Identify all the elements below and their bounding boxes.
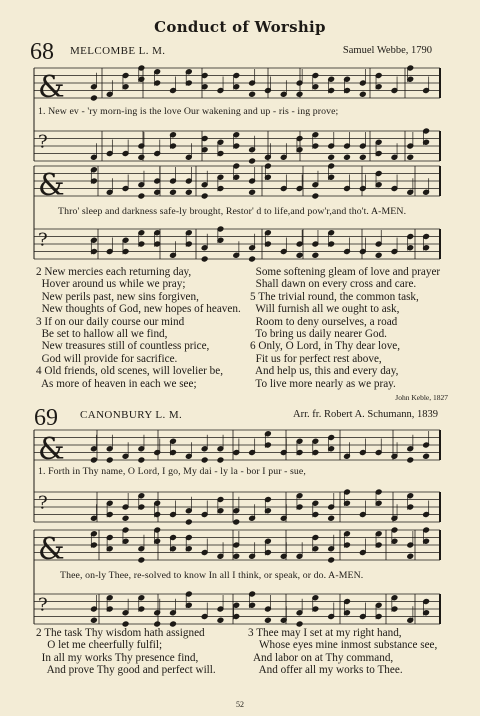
note-head [138,457,145,463]
stanza-line: And offer all my works to Thee. [248,664,403,677]
note-head [201,457,208,463]
stanza-line: And help us, this and every day, [250,365,399,378]
note-head [328,557,335,563]
stanza-line: Be set to hallow all we find, [36,328,168,341]
stanza-column-right [248,627,437,677]
note-head [249,189,256,195]
lyric-line: Thee, on-ly Thee, re-solved to know In all I think, or speak, or do. A-MEN. [60,570,364,581]
treble-clef: & [38,168,65,203]
stanza-line: 2 New mercies each returning day, [36,266,192,278]
note-head [344,154,351,160]
note-head [91,457,98,463]
note-head [375,252,382,258]
stanza-line: Room to deny ourselves, a road [250,315,398,328]
composer: Samuel Webbe, 1790 [342,45,432,56]
note-head [328,515,335,521]
stanza-line: New perils past, new sins forgiven, [36,290,199,303]
note-head [296,252,303,258]
stanza-line: New thoughts of God, new hopes of heaven. [36,303,241,316]
note-head [296,91,303,97]
treble-clef: & [38,532,65,567]
treble-clef: & [38,70,65,105]
hymn-number: 68 [30,39,54,65]
stanza-line: 5 The trivial round, the common task, [250,290,419,303]
note-head [122,515,129,521]
note-head [312,193,319,199]
stanza-line: And labor on at Thy command, [248,651,394,664]
composer: Arr. fr. Robert A. Schumann, 1839 [293,409,438,420]
note-head [106,457,113,463]
note-head [138,193,145,199]
note-head [249,256,256,262]
page-number: 52 [236,700,244,709]
text-credit: John Keble, 1827 [395,393,448,402]
note-head [233,519,240,525]
tune-name: MELCOMBE L. M. [70,45,166,57]
bass-clef: ? [38,131,48,153]
stanza-line: In all my works Thy presence find, [36,651,199,664]
note-head [312,252,319,258]
stanza-line: 3 If on our daily course our mind [36,315,185,328]
note-head [138,557,145,563]
note-head [328,154,335,160]
tune-name: CANONBURY L. M. [80,409,183,421]
lyric-line: 1. New ev - 'ry morn-ing is the love Our wakening and up - ris - ing prove; [38,106,339,117]
note-head [185,519,192,525]
bass-clef: ? [38,229,48,251]
note-head [249,91,256,97]
note-head [217,457,224,463]
page-header: Conduct of Worship [154,18,326,36]
bass-clef: ? [38,492,48,514]
stanza-line: Hover around us while we pray; [36,278,186,291]
note-head [407,553,414,559]
stanza-line: 3 Thee may I set at my right hand, [248,627,402,639]
lyric-line: 1. Forth in Thy name, O Lord, I go, My dai - ly la - bor I pur - sue, [38,466,306,477]
treble-clef: & [38,432,65,467]
stanza-line: God will provide for sacrifice. [36,352,178,365]
note-head [249,158,256,164]
stanza-column-left [36,266,241,390]
stanza-line: Will furnish all we ought to ask, [250,303,400,316]
bass-clef: ? [38,594,48,616]
stanza-column-left [36,627,216,677]
stanza-line: O let me cheerfully fulfil; [36,639,163,652]
note-head [423,453,430,459]
stanza-line: And prove Thy good and perfect will. [36,664,216,677]
note-head [265,617,272,623]
stanza-line: 2 The task Thy wisdom hath assigned [36,627,205,639]
note-head [217,617,224,623]
stanza-line: 4 Old friends, old scenes, will lovelier be, [36,365,224,378]
note-head [233,553,240,559]
hymn-number: 69 [34,405,58,431]
note-head [359,91,366,97]
stanza-line: To bring us daily nearer God. [250,328,387,341]
note-head [185,189,192,195]
note-head [201,256,208,262]
stanza-line: Fit us for perfect rest above, [250,352,382,365]
stanza-line: To live more nearly as we pray. [250,377,396,390]
stanza-line: 6 Only, O Lord, in Thy dear love, [250,340,401,353]
lyric-line: Thro' sleep and darkness safe-ly brought, Restor' d to life,and pow'r,and tho't. A-MEN. [58,206,407,217]
stanza-line: New treasures still of countless price, [36,340,210,353]
stanza-line: Whose eyes mine inmost substance see, [248,639,438,652]
note-head [170,189,177,195]
note-head [154,189,161,195]
note-head [138,154,145,160]
note-head [91,95,98,101]
note-head [91,617,98,623]
stanza-line: Some softening gleam of love and prayer [250,266,441,278]
note-head [359,154,366,160]
stanza-line: As more of heaven in each we see; [36,377,197,390]
stanza-line: Shall dawn on every cross and care. [250,278,417,291]
note-head [407,154,414,160]
stanza-column-right [250,266,440,390]
note-head [201,193,208,199]
note-head [407,457,414,463]
